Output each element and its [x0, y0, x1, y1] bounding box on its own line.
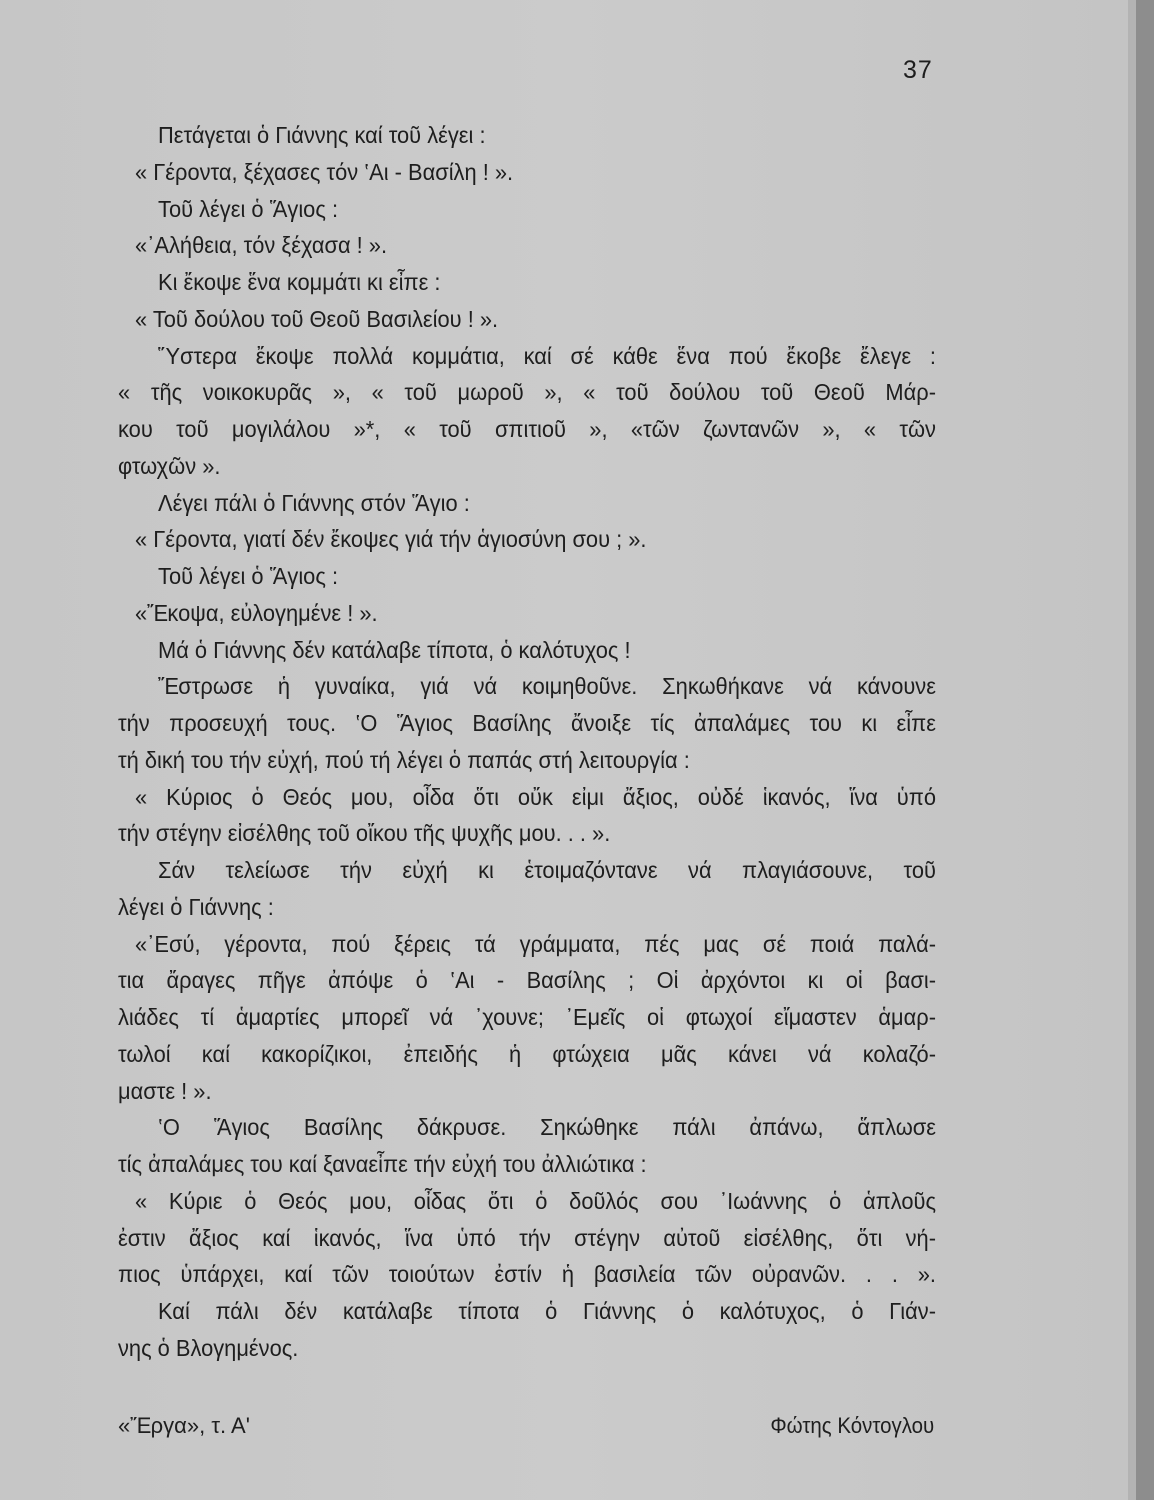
text-line: « Γέροντα, ξέχασες τόν ‛Αι - Βασίλη ! ».: [135, 158, 514, 185]
text-line: τή δική του τήν εὐχή, πού τή λέγει ὁ παπάς στή λειτουργία :: [118, 746, 690, 773]
text-line: «᾿Εσύ, γέροντα, πού ξέρεις τά γράμματα, πές μας σέ ποιά παλά-: [135, 930, 936, 957]
text-line: Κι ἔκοψε ἕνα κομμάτι κι εἶπε :: [158, 269, 441, 295]
text-line: Ὕστερα ἔκοψε πολλά κομμάτια, καί σέ κάθε ἕνα πού ἔκοβε ἔλεγε :: [158, 342, 936, 369]
text-line: « Κύριε ὁ Θεός μου, οἶδας ὅτι ὁ δοῦλός σου ᾿Ιωάννης ὁ ἁπλοῦς: [135, 1187, 936, 1214]
text-line: « τῆς νοικοκυρᾶς », « τοῦ μωροῦ », « τοῦ δούλου τοῦ Θεοῦ Μάρ-: [118, 379, 936, 406]
text-line: τίς ἀπαλάμες του καί ξαναεἶπε τήν εὐχή του ἀλλιώτικα :: [118, 1151, 647, 1177]
text-line: κου τοῦ μογιλάλου »*, « τοῦ σπιτιοῦ », «τῶν ζωντανῶν », « τῶν: [118, 416, 936, 442]
text-line: Τοῦ λέγει ὁ Ἅγιος :: [158, 563, 339, 589]
text-line: λιάδες τί ἁμαρτίες μπορεῖ νά ᾿χουνε; ᾿Εμεῖς οἱ φτωχοί εἴμαστεν ἁμαρ-: [118, 1004, 936, 1030]
text-line: « Κύριος ὁ Θεός μου, οἶδα ὅτι οὔκ εἰμι ἄξιος, οὐδέ ἱκανός, ἵνα ὑπό: [135, 783, 936, 810]
footer-author: Φώτης Κόντογλου: [770, 1413, 934, 1438]
text-line: τωλοί καί κακορίζικοι, ἐπειδής ἡ φτώχεια μᾶς κάνει νά κολαζό-: [118, 1040, 936, 1067]
text-line: ἐστιν ἄξιος καί ἱκανός, ἵνα ὑπό τήν στέγην αὐτοῦ εἰσέλθης, ὅτι νή-: [118, 1224, 936, 1251]
text-line: πιος ὑπάρχει, καί τῶν τοιούτων ἐστίν ἡ βασιλεία τῶν οὐρανῶν. . . ».: [118, 1261, 936, 1288]
text-line: Τοῦ λέγει ὁ Ἅγιος :: [158, 195, 339, 222]
text-line: μαστε ! ».: [118, 1077, 212, 1104]
text-line: τήν προσευχή τους. ‛Ο Ἅγιος Βασίλης ἄνοιξε τίς ἀπαλάμες του κι εἶπε: [118, 710, 936, 736]
page-edge-shadow: [1128, 0, 1136, 1500]
text-line: ‛Ο Ἅγιος Βασίλης δάκρυσε. Σηκώθηκε πάλι ἀπάνω, ἅπλωσε: [158, 1114, 936, 1141]
text-line: « Τοῦ δούλου τοῦ Θεοῦ Βασιλείου ! ».: [135, 305, 499, 332]
text-line: Πετάγεται ὁ Γιάννης καί τοῦ λέγει :: [158, 122, 486, 148]
text-line: νης ὁ Βλογημένος.: [118, 1334, 299, 1361]
footer-source: «Ἔργα», τ. Α': [118, 1413, 250, 1438]
text-line: Λέγει πάλι ὁ Γιάννης στόν Ἅγιο :: [158, 489, 470, 516]
text-line: Μά ὁ Γιάννης δέν κατάλαβε τίποτα, ὁ καλότυχος !: [158, 636, 631, 663]
text-line: λέγει ὁ Γιάννης :: [118, 893, 274, 920]
text-line: τήν στέγην εἰσέλθης τοῦ οἴκου τῆς ψυχῆς μου. . . ».: [118, 820, 611, 847]
text-line: Σάν τελείωσε τήν εὐχή κι ἑτοιμαζόντανε νά πλαγιάσουνε, τοῦ: [158, 857, 936, 883]
text-line: τια ἄραγες πῆγε ἀπόψε ὁ ‛Αι - Βασίλης ; Οἱ ἀρχόντοι κι οἱ βασι-: [118, 967, 936, 994]
page-number: 37: [903, 56, 933, 84]
text-line: « Γέροντα, γιατί δέν ἔκοψες γιά τήν ἁγιοσύνη σου ; ».: [135, 526, 647, 553]
text-line: «Ἔκοψα, εὐλογημένε ! ».: [135, 599, 378, 626]
book-gutter: [1136, 0, 1154, 1500]
text-line: «᾿Αλήθεια, τόν ξέχασα ! ».: [135, 232, 388, 259]
text-line: φτωχῶν ».: [118, 452, 221, 479]
text-line: Ἔστρωσε ἡ γυναίκα, γιά νά κοιμηθοῦνε. Σηκωθήκανε νά κάνουνε: [158, 673, 936, 700]
text-line: Καί πάλι δέν κατάλαβε τίποτα ὁ Γιάννης ὁ καλότυχος, ὁ Γιάν-: [158, 1298, 936, 1324]
